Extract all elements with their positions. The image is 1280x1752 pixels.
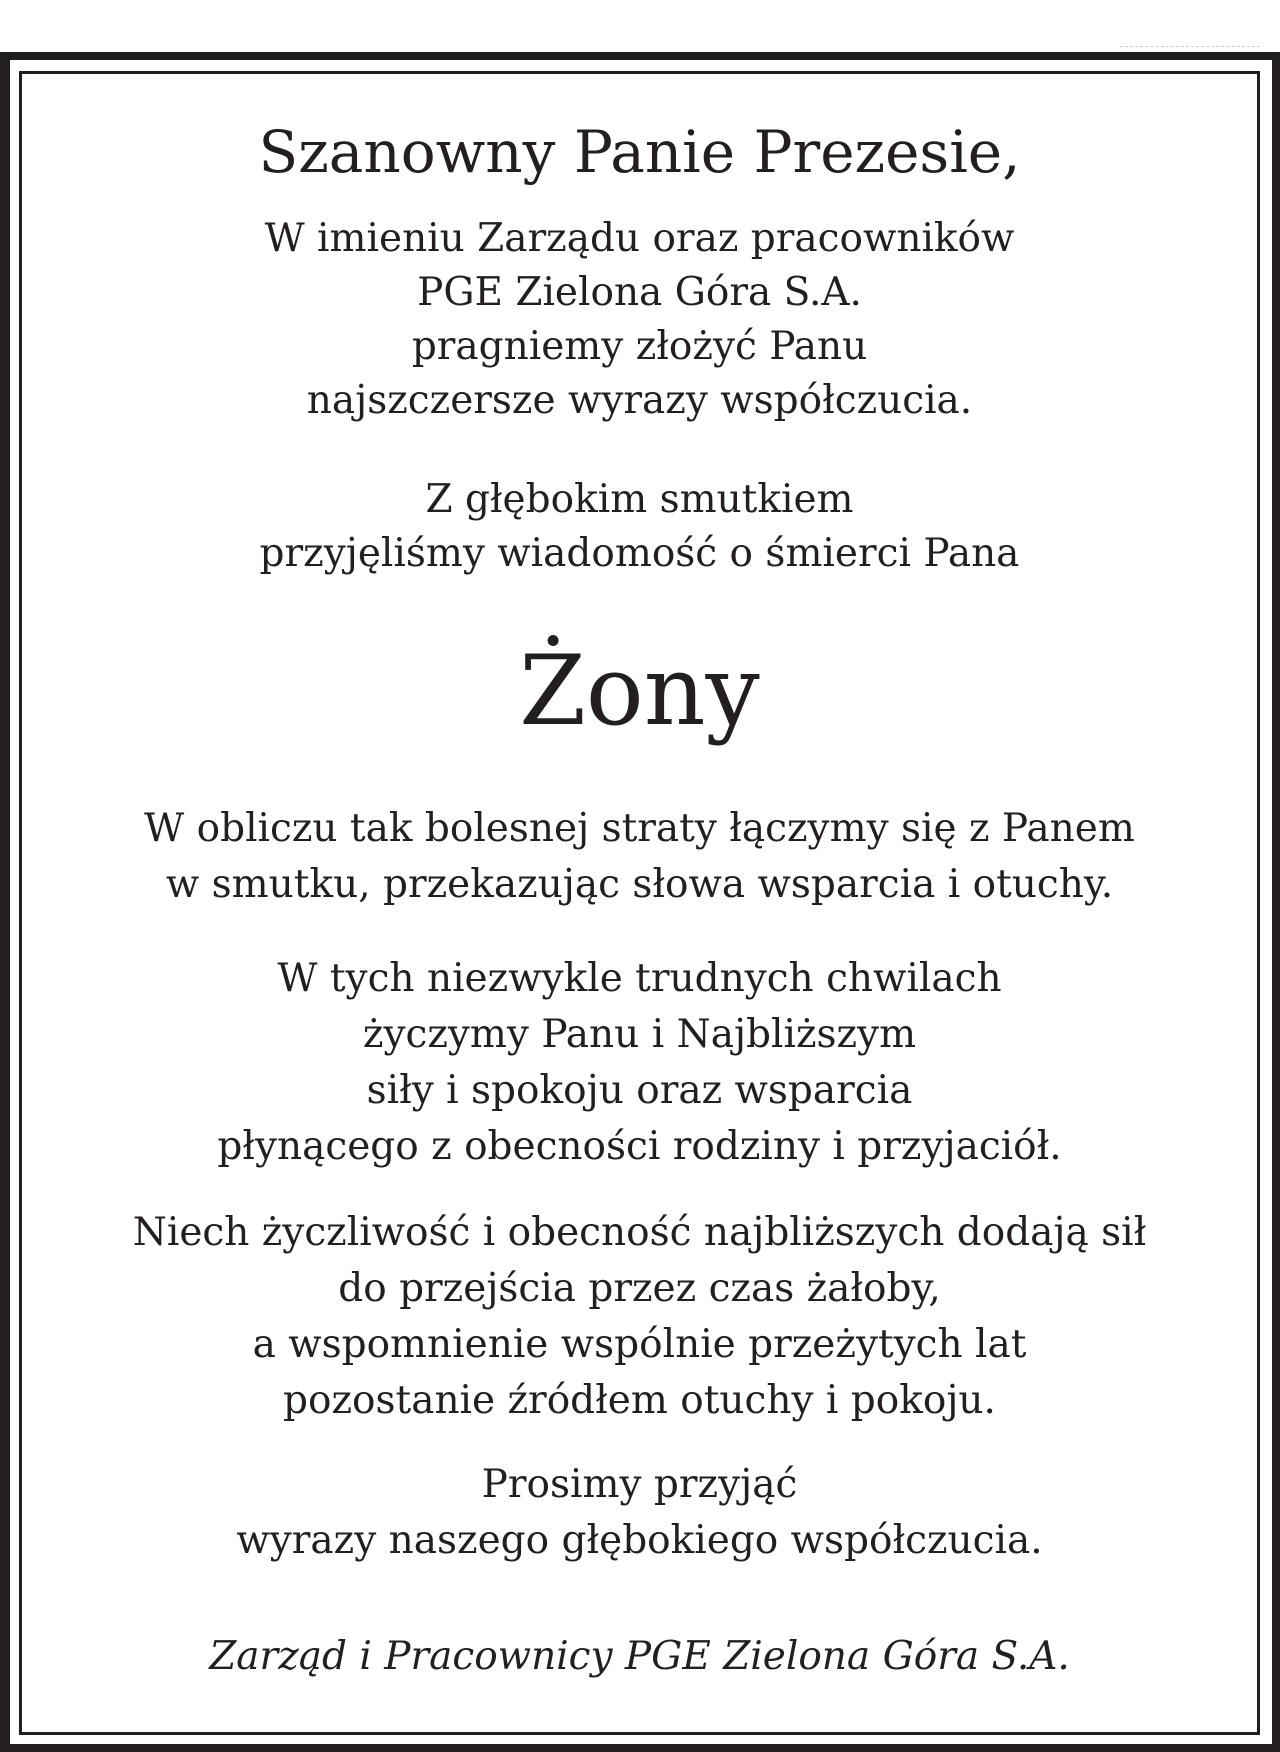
intro-line: najszczersze wyrazy współczucia. [306, 378, 973, 423]
deceased-name: Żony [519, 635, 760, 747]
comfort-paragraph [19, 1205, 1260, 1429]
sorrow-paragraph [19, 473, 1260, 581]
closing-line: Prosimy przyjąć [481, 1462, 798, 1507]
sorrow-line: Z głębokim smutkiem [425, 477, 854, 522]
support-line: w smutku, przekazując słowa wsparcia i otuchy. [165, 862, 1114, 907]
comfort-line: Niech życzliwość i obecność najbliższych dodają sił [132, 1210, 1147, 1255]
wishes-line: życzymy Panu i Najbliższym [362, 1012, 917, 1057]
sorrow-line: przyjęliśmy wiadomość o śmierci Pana [259, 531, 1020, 576]
intro-line: PGE Zielona Góra S.A. [417, 270, 862, 315]
closing-line: wyrazy naszego głębokiego współczucia. [236, 1518, 1043, 1563]
greeting-heading: Szanowny Panie Prezesie, [258, 118, 1021, 186]
comfort-line: do przejścia przez czas żałoby, [338, 1266, 941, 1311]
wishes-line: W tych niezwykle trudnych chwilach [277, 956, 1002, 1001]
support-paragraph [19, 801, 1260, 913]
closing-paragraph [19, 1457, 1260, 1569]
wishes-line: siły i spokoju oraz wsparcia [366, 1068, 913, 1113]
comfort-line: pozostanie źródłem otuchy i pokoju. [283, 1378, 996, 1423]
intro-line: W imieniu Zarządu oraz pracowników [264, 216, 1015, 261]
intro-paragraph [19, 212, 1260, 428]
comfort-line: a wspomnienie wspólnie przeżytych lat [252, 1322, 1027, 1367]
support-line: W obliczu tak bolesnej straty łączymy się z Panem [144, 806, 1135, 851]
wishes-paragraph [19, 951, 1260, 1175]
wishes-line: płynącego z obecności rodziny i przyjaciół. [217, 1124, 1062, 1169]
dashed-line-decoration [1120, 46, 1260, 47]
signature: Zarząd i Pracownicy PGE Zielona Góra S.A. [209, 1634, 1070, 1679]
intro-line: pragniemy złożyć Panu [411, 324, 868, 369]
